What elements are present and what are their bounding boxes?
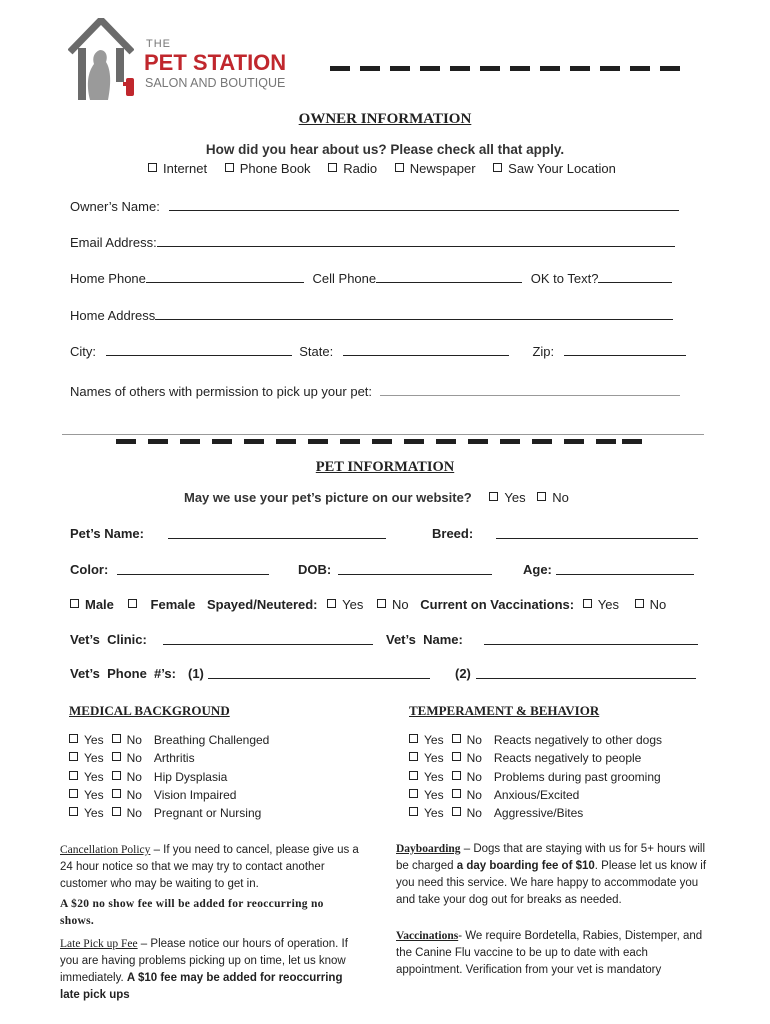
vets-name-label: Vet’s Name:: [386, 632, 463, 647]
age-label: Age:: [523, 562, 552, 577]
dob-field[interactable]: [338, 562, 492, 578]
middle-dashed-rule: [116, 439, 646, 444]
dayboarding-text-1: – Dogs that are staying with us for 5+ hours will be charged: [396, 843, 706, 872]
section-divider-line: [62, 434, 704, 435]
breed-field[interactable]: [496, 526, 698, 542]
medical-item: Yes No Pregnant or Nursing: [69, 804, 269, 822]
picture-yes-checkbox[interactable]: Yes: [489, 490, 525, 505]
pickup-row: [70, 383, 680, 399]
phone2-field[interactable]: [476, 666, 696, 682]
color-label: Color:: [70, 562, 109, 577]
city-field[interactable]: [106, 343, 292, 356]
temperament-item: Yes No Anxious/Excited: [409, 786, 662, 804]
logo-tagline: SALON AND BOUTIQUE: [145, 76, 286, 90]
no-checkbox[interactable]: No: [112, 770, 142, 784]
no-show-fee: A $20 no show fee will be added for reoccurring no shows.: [60, 898, 324, 927]
vacc-no-checkbox[interactable]: No: [635, 597, 667, 612]
age-field[interactable]: [556, 562, 694, 578]
phone-row: [70, 270, 672, 286]
medical-heading: MEDICAL BACKGROUND: [69, 703, 230, 718]
ok-to-text-label: OK to Text?: [530, 271, 599, 286]
email-row: [70, 234, 675, 250]
breed-label: Breed:: [432, 526, 474, 541]
logo-name: PET STATION: [144, 50, 287, 75]
dayboarding-policy: [396, 841, 712, 909]
vacc-yes-checkbox[interactable]: Yes: [583, 597, 619, 612]
zip-field[interactable]: [564, 343, 686, 356]
dob-label: DOB:: [298, 562, 332, 577]
no-checkbox[interactable]: No: [112, 751, 142, 765]
medical-item: Yes No Vision Impaired: [69, 786, 269, 804]
vaccinations-text: - We require Bordetella, Rabies, Distemper, and the Canine Flu vaccine to be up to date with each appointment. Verification from your vet is mandatory: [396, 930, 703, 976]
email-field[interactable]: [157, 234, 675, 247]
no-checkbox[interactable]: No: [452, 788, 482, 802]
ok-to-text-field[interactable]: [598, 270, 672, 283]
male-checkbox[interactable]: Male: [70, 597, 114, 612]
no-checkbox[interactable]: No: [452, 751, 482, 765]
spayed-label: Spayed/Neutered:: [206, 597, 318, 612]
yes-checkbox[interactable]: Yes: [69, 788, 104, 802]
dayboarding-text-2: . Please let us know if you need this service. We hare happy to accommodate you and take your dog out for breaks as needed.: [396, 860, 707, 906]
yes-checkbox[interactable]: Yes: [69, 806, 104, 820]
yes-checkbox[interactable]: Yes: [409, 733, 444, 747]
pet-info-heading: PET INFORMATION: [315, 459, 455, 475]
yes-checkbox[interactable]: Yes: [409, 751, 444, 765]
phone2-label: (2): [455, 666, 471, 681]
owner-name-row: [70, 198, 679, 214]
medical-item: Yes No Hip Dysplasia: [69, 768, 269, 786]
no-checkbox[interactable]: No: [452, 733, 482, 747]
no-checkbox[interactable]: No: [452, 770, 482, 784]
checkbox-phone-book[interactable]: Phone Book: [225, 161, 311, 176]
spayed-no-checkbox[interactable]: No: [377, 597, 409, 612]
home-address-label: Home Address: [70, 308, 156, 323]
owner-name-field[interactable]: [169, 198, 679, 211]
logo-the: THE: [146, 38, 171, 50]
temperament-heading: TEMPERAMENT & BEHAVIOR: [409, 703, 600, 718]
temperament-item: Yes No Reacts negatively to people: [409, 749, 662, 767]
late-pickup-policy: [60, 936, 360, 1004]
pickup-field[interactable]: [380, 383, 680, 396]
no-checkbox[interactable]: No: [112, 733, 142, 747]
vaccinations-label: Current on Vaccinations:: [420, 597, 575, 612]
cell-phone-label: Cell Phone: [312, 271, 377, 286]
email-label: Email Address:: [70, 235, 157, 250]
pet-station-logo-icon: [68, 18, 134, 102]
owner-name-label: Owner’s Name:: [70, 199, 160, 214]
late-pickup-text: – Please notice our hours of operation. If you are having problems picking up on time, let us know immediately.: [60, 938, 348, 984]
dayboarding-fee: a day boarding fee of $10: [456, 860, 595, 872]
checkbox-radio[interactable]: Radio: [328, 161, 377, 176]
cell-phone-field[interactable]: [376, 270, 522, 283]
no-checkbox[interactable]: No: [112, 788, 142, 802]
color-field[interactable]: [117, 562, 269, 578]
picture-no-checkbox[interactable]: No: [537, 490, 569, 505]
referral-options: [148, 161, 616, 176]
yes-checkbox[interactable]: Yes: [409, 806, 444, 820]
yes-checkbox[interactable]: Yes: [409, 788, 444, 802]
no-checkbox[interactable]: No: [452, 806, 482, 820]
zip-label: Zip:: [532, 344, 555, 359]
home-address-row: [70, 307, 673, 323]
top-dashed-rule: [330, 66, 690, 71]
temperament-item: Yes No Problems during past grooming: [409, 768, 662, 786]
state-field[interactable]: [343, 343, 509, 356]
yes-checkbox[interactable]: Yes: [69, 751, 104, 765]
temperament-list: [409, 731, 662, 822]
picture-permission-row: [184, 490, 569, 505]
vets-clinic-label: Vet’s Clinic:: [70, 632, 147, 647]
female-checkbox[interactable]: Female: [128, 597, 196, 612]
dayboarding-title: Dayboarding: [396, 843, 461, 855]
sex-row: [70, 597, 666, 612]
temperament-item: Yes No Reacts negatively to other dogs: [409, 731, 662, 749]
vets-clinic-field[interactable]: [163, 632, 373, 648]
city-state-zip-row: [70, 343, 686, 359]
medical-item: Yes No Arthritis: [69, 749, 269, 767]
late-pickup-fee: A $10 fee may be added for reoccurring late pick ups: [60, 972, 343, 1001]
pickup-label: Names of others with permission to pick up your pet:: [70, 384, 373, 399]
yes-checkbox[interactable]: Yes: [69, 770, 104, 784]
pet-name-label: Pet’s Name:: [70, 526, 144, 541]
phone1-field[interactable]: [208, 666, 430, 682]
vets-name-field[interactable]: [484, 632, 698, 648]
vaccinations-title: Vaccinations: [396, 930, 459, 942]
yes-checkbox[interactable]: Yes: [69, 733, 104, 747]
temperament-item: Yes No Aggressive/Bites: [409, 804, 662, 822]
no-checkbox[interactable]: No: [112, 806, 142, 820]
logo: [68, 18, 318, 102]
cancellation-policy: [60, 842, 360, 893]
city-label: City:: [70, 344, 96, 359]
vets-phone-label: Vet’s Phone #’s:: [70, 666, 176, 681]
state-label: State:: [299, 344, 334, 359]
home-phone-label: Home Phone: [70, 271, 146, 286]
home-phone-field[interactable]: [146, 270, 304, 283]
checkbox-internet[interactable]: Internet: [148, 161, 207, 176]
cancellation-text: – If you need to cancel, please give us a 24 hour notice so that we may try to contact another customer who may be waiting to get in.: [60, 844, 359, 890]
checkbox-saw-location[interactable]: Saw Your Location: [493, 161, 616, 176]
vaccinations-policy: [396, 928, 712, 979]
checkbox-newspaper[interactable]: Newspaper: [395, 161, 476, 176]
yes-checkbox[interactable]: Yes: [409, 770, 444, 784]
cancellation-title: Cancellation Policy: [60, 844, 151, 856]
medical-list: [69, 731, 269, 822]
owner-info-heading: OWNER INFORMATION: [298, 111, 472, 127]
spayed-yes-checkbox[interactable]: Yes: [327, 597, 363, 612]
referral-question: How did you hear about us? Please check all that apply.: [205, 142, 565, 157]
medical-item: Yes No Breathing Challenged: [69, 731, 269, 749]
phone1-label: (1): [188, 666, 204, 681]
picture-question: May we use your pet’s picture on our website?: [184, 490, 472, 505]
home-address-field[interactable]: [155, 307, 673, 320]
pet-name-field[interactable]: [168, 526, 386, 542]
late-pickup-title: Late Pick up Fee: [60, 938, 138, 950]
